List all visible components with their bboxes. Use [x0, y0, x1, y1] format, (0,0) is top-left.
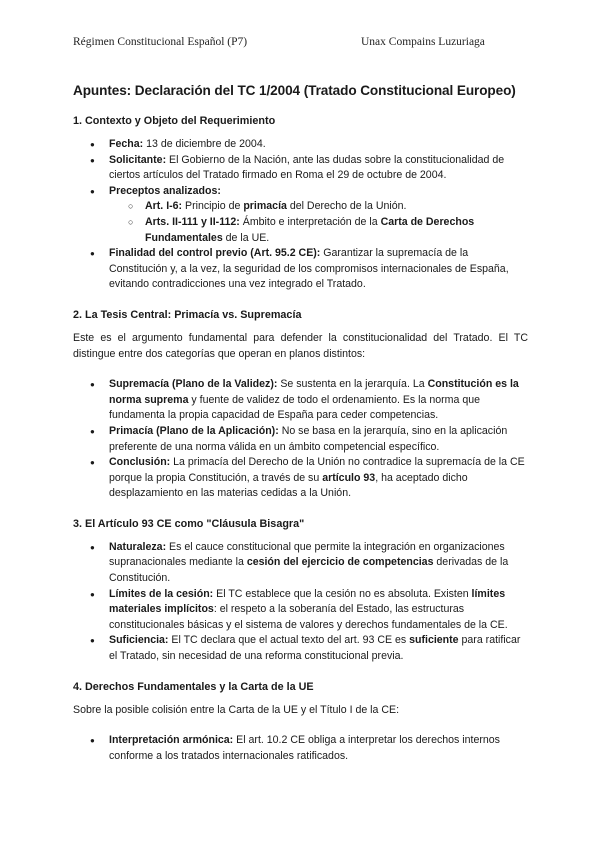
section-fundamental-rights	[73, 680, 528, 765]
item-text: : el respeto a la soberanía del Estado, las estructuras constitucionales básicas y el sistema de valores y derechos fundamentales de la CE.	[109, 603, 508, 631]
item-label: Primacía (Plano de la Aplicación):	[109, 424, 279, 437]
item-label: Naturaleza:	[109, 540, 167, 553]
list-item-naturaleza	[73, 540, 528, 587]
item-text: No se basa en la jerarquía, sino en la aplicación preferente de una norma válida en un ámbito competencial específico.	[109, 424, 508, 453]
section-article-93	[73, 517, 528, 665]
item-label: Suficiencia:	[109, 634, 169, 647]
section-heading: 1. Contexto y Objeto del Requerimiento	[73, 115, 276, 127]
item-label: Preceptos analizados:	[109, 184, 221, 197]
item-text: 13 de diciembre de 2004.	[143, 138, 266, 150]
sub-item-art-i6	[109, 199, 528, 215]
item-text: La primacía del Derecho de la Unión no contradice la supremacía de la CE porque la propia Constitución, a través de su	[109, 456, 525, 484]
item-text: El art. 10.2 CE obliga a interpretar los derechos internos conforme a los tratados internacionales ratificados.	[109, 734, 500, 762]
header-course-title: Régimen Constitucional Español (P7)	[73, 36, 248, 48]
item-emphasis: cesión del ejercicio de competencias	[246, 556, 434, 569]
item-text: Garantizar la supremacía de la Constitución y, a la vez, la seguridad de los compromisos internacionales de España, evitando contradicciones una vez integrado el Tratado.	[109, 247, 509, 291]
sub-bullet-list	[109, 199, 528, 246]
item-text: derivadas de la Constitución.	[109, 556, 509, 585]
list-item-interpretacion	[73, 733, 528, 764]
item-text: y fuente de validez de todo el ordenamiento. Es la norma que fundamenta la propia capacidad de España para ceder competencias.	[109, 393, 480, 422]
item-text: del Derecho de la Unión.	[286, 200, 407, 213]
item-label: Límites de la cesión:	[109, 587, 214, 600]
section-intro: Sobre la posible colisión entre la Carta de la UE y el Título I de la CE:	[73, 703, 400, 716]
item-emphasis: Constitución es la norma suprema	[109, 378, 519, 406]
item-emphasis: primacía	[243, 200, 287, 213]
item-text: El TC declara que el actual texto del art. 93 CE es	[168, 634, 410, 647]
item-text: Principio de	[182, 200, 244, 213]
item-label: Solicitante:	[109, 153, 167, 166]
section-heading: 4. Derechos Fundamentales y la Carta de la UE	[73, 680, 314, 693]
list-item-primacia	[73, 424, 528, 455]
item-label: Conclusión:	[109, 456, 171, 469]
sub-item-arts-ii111-ii112	[109, 215, 528, 246]
bullet-list	[73, 377, 528, 502]
list-item-supremacia	[73, 377, 528, 424]
item-emphasis: suficiente	[409, 634, 459, 647]
item-label: Supremacía (Plano de la Validez):	[109, 378, 278, 391]
item-text: El TC establece que la cesión no es absoluta. Existen	[213, 587, 472, 600]
item-label: Art. I-6:	[145, 200, 183, 213]
item-emphasis: límites materiales implícitos	[109, 587, 506, 616]
document-body	[73, 82, 528, 779]
document-title: Apuntes: Declaración del TC 1/2004 (Tratado Constitucional Europeo)	[73, 83, 516, 98]
item-text: para ratificar el Tratado, sin necesidad de una reforma constitucional previa.	[109, 634, 521, 663]
item-emphasis: artículo 93	[322, 471, 376, 484]
list-item-solicitante	[73, 153, 528, 184]
section-heading: 2. La Tesis Central: Primacía vs. Supremacía	[73, 308, 302, 321]
section-central-thesis	[73, 308, 528, 502]
section-intro: Este es el argumento fundamental para defender la constitucionalidad del Tratado. El TC distingue entre dos categorías que operan en planos distintos:	[73, 331, 528, 360]
list-item-suficiencia	[73, 633, 528, 664]
section-heading: 3. El Artículo 93 CE como "Cláusula Bisagra"	[73, 517, 305, 530]
bullet-list	[73, 137, 528, 293]
item-emphasis: Carta de Derechos Fundamentales	[145, 215, 475, 244]
list-item-preceptos	[73, 184, 528, 246]
item-label: Arts. II-111 y II-112:	[145, 215, 240, 228]
item-text: Ámbito e interpretación de la	[239, 215, 381, 228]
bullet-list	[73, 540, 528, 665]
list-item-limites	[73, 587, 528, 634]
item-text: , ha aceptado dicho desplazamiento en las materias cedidas a la Unión.	[109, 471, 468, 500]
list-item-conclusion	[73, 455, 528, 502]
item-text: Es el cauce constitucional que permite la integración en organizaciones supranacionales mediante la	[109, 540, 505, 569]
header-author: Unax Compains Luzuriaga	[361, 36, 485, 48]
item-label: Interpretación armónica:	[109, 734, 234, 747]
list-item-finalidad	[73, 246, 528, 293]
item-label: Fecha:	[109, 138, 144, 150]
item-label: Finalidad del control previo (Art. 95.2 CE):	[109, 247, 321, 260]
section-context	[73, 114, 528, 293]
item-text: de la UE.	[222, 231, 270, 244]
list-item-fecha	[73, 137, 528, 153]
item-text: Se sustenta en la jerarquía. La	[277, 378, 428, 391]
bullet-list	[73, 733, 528, 764]
running-header	[73, 36, 533, 52]
item-text: El Gobierno de la Nación, ante las dudas sobre la constitucionalidad de ciertos artículos del Tratado firmado en Roma el 29 de octubre de 2004.	[109, 153, 505, 182]
